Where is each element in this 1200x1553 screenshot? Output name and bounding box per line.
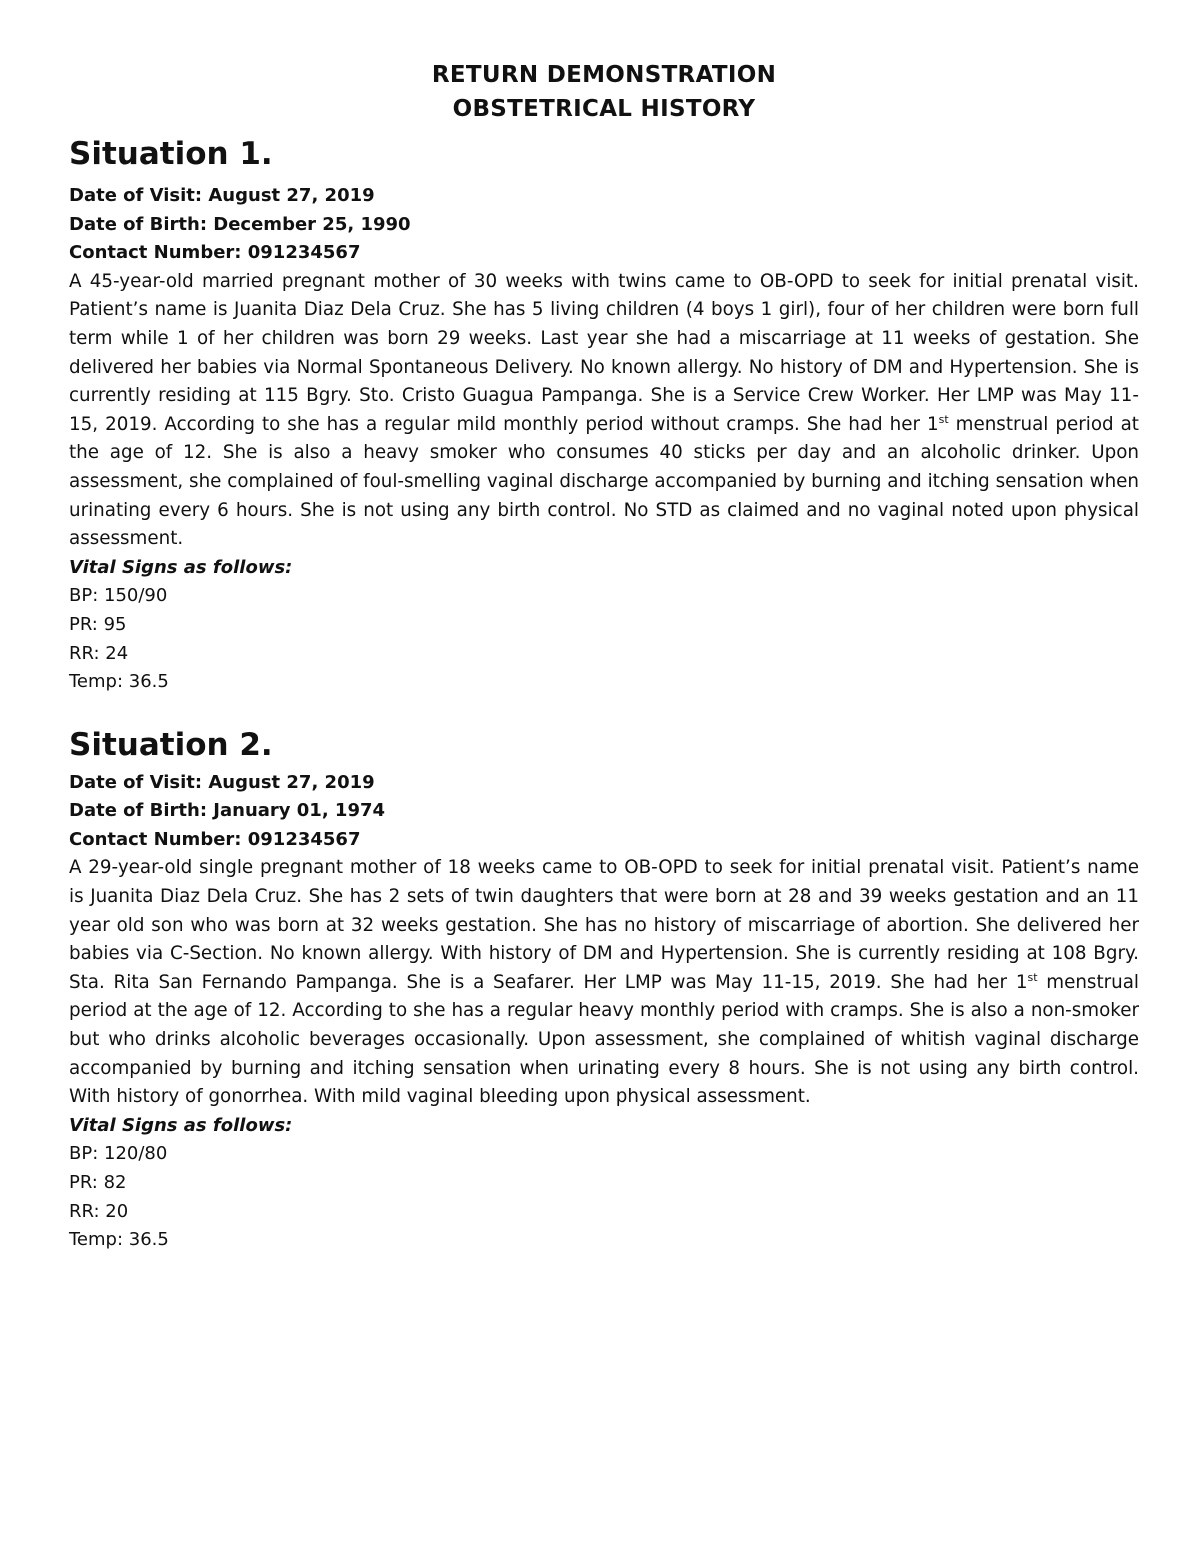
situation-2-vitals-heading: Vital Signs as follows: <box>69 1114 293 1136</box>
situation-2-narrative-ordinal: st <box>1027 970 1038 984</box>
document-title-line1: RETURN DEMONSTRATION <box>431 62 777 88</box>
situation-1-vital-rr: RR: 24 <box>69 642 129 664</box>
situation-1-date-of-visit: Date of Visit: August 27, 2019 <box>69 185 375 206</box>
situation-1-contact-number: Contact Number: 091234567 <box>69 242 361 264</box>
situation-1-section <box>69 134 1139 697</box>
document-title-line2: OBSTETRICAL HISTORY <box>452 96 756 122</box>
situation-2-date-of-birth: Date of Birth: January 01, 1974 <box>69 800 386 822</box>
situation-2-date-of-visit: Date of Visit: August 27, 2019 <box>69 771 375 793</box>
document-title <box>69 58 1139 126</box>
situation-1-vital-bp: BP: 150/90 <box>69 585 168 607</box>
situation-1-heading: Situation 1. <box>69 136 273 172</box>
situation-2-section <box>69 725 1139 1255</box>
situation-2-vital-temp: Temp: 36.5 <box>69 1229 169 1251</box>
situation-2-vital-rr: RR: 20 <box>69 1200 129 1222</box>
situation-2-narrative <box>69 854 1139 1111</box>
situation-1-narrative-part1: A 45-year-old married pregnant mother of 30 weeks with twins came to OB-OPD to seek for initial prenatal visit. Patient’s name is Juanita Diaz Dela Cruz. She has 5 living children (4 boys 1 girl), four of her children were born full term while 1 of her children was born 29 weeks. Last year she had a miscarriage at 11 weeks of gestation. She delivered her babies via Normal Spontaneous Delivery. No known allergy. No history of DM and Hypertension. She is currently residing at 115 Bgry. Sto. Cristo Guagua Pampanga. She is a Service Crew Worker. Her LMP was May 11-15, 2019. According to she has a regular mild monthly period without cramps. She had her 1 <box>69 270 1139 435</box>
situation-1-narrative-ordinal: st <box>938 412 949 426</box>
situation-1-date-of-birth: Date of Birth: December 25, 1990 <box>69 213 411 235</box>
situation-2-contact-number: Contact Number: 091234567 <box>69 828 361 850</box>
situation-1-vital-temp: Temp: 36.5 <box>69 671 169 693</box>
situation-2-vital-bp: BP: 120/80 <box>69 1143 168 1165</box>
situation-2-narrative-part2: menstrual period at the age of 12. According to she has a regular heavy monthly period with cramps. She is also a non-smoker but who drinks alcoholic beverages occasionally. Upon assessment, she complained of whitish vaginal discharge accompanied by burning and itching sensation when urinating every 8 hours. She is not using any birth control. With history of gonorrhea. With mild vaginal bleeding upon physical assessment. <box>69 971 1140 1108</box>
situation-2-heading: Situation 2. <box>69 726 273 763</box>
situation-2-vital-pr: PR: 82 <box>69 1172 127 1193</box>
situation-2-narrative-part1: A 29-year-old single pregnant mother of 18 weeks came to OB-OPD to seek for initial prenatal visit. Patient’s name is Juanita Diaz Dela Cruz. She has 2 sets of twin daughters that were born at 28 and 39 weeks gestation and an 11 year old son who was born at 32 weeks gestation. She has no history of miscarriage of abortion. She delivered her babies via C-Section. No known allergy. With history of DM and Hypertension. She is currently residing at 108 Bgry. Sta. Rita San Fernando Pampanga. She is a Seafarer. Her LMP was May 11-15, 2019. She had her 1 <box>69 857 1139 993</box>
situation-1-vitals-heading: Vital Signs as follows: <box>69 556 293 578</box>
situation-1-narrative <box>69 268 1139 554</box>
situation-1-vital-pr: PR: 95 <box>69 613 127 635</box>
document-page <box>69 58 1139 1255</box>
situation-1-narrative-part2: menstrual period at the age of 12. She is also a heavy smoker who consumes 40 sticks per day and an alcoholic drinker. Upon assessment, she complained of foul-smelling vaginal discharge accompanied by burning and itching sensation when urinating every 6 hours. She is not using any birth control. No STD as claimed and no vaginal noted upon physical assessment. <box>69 413 1139 550</box>
